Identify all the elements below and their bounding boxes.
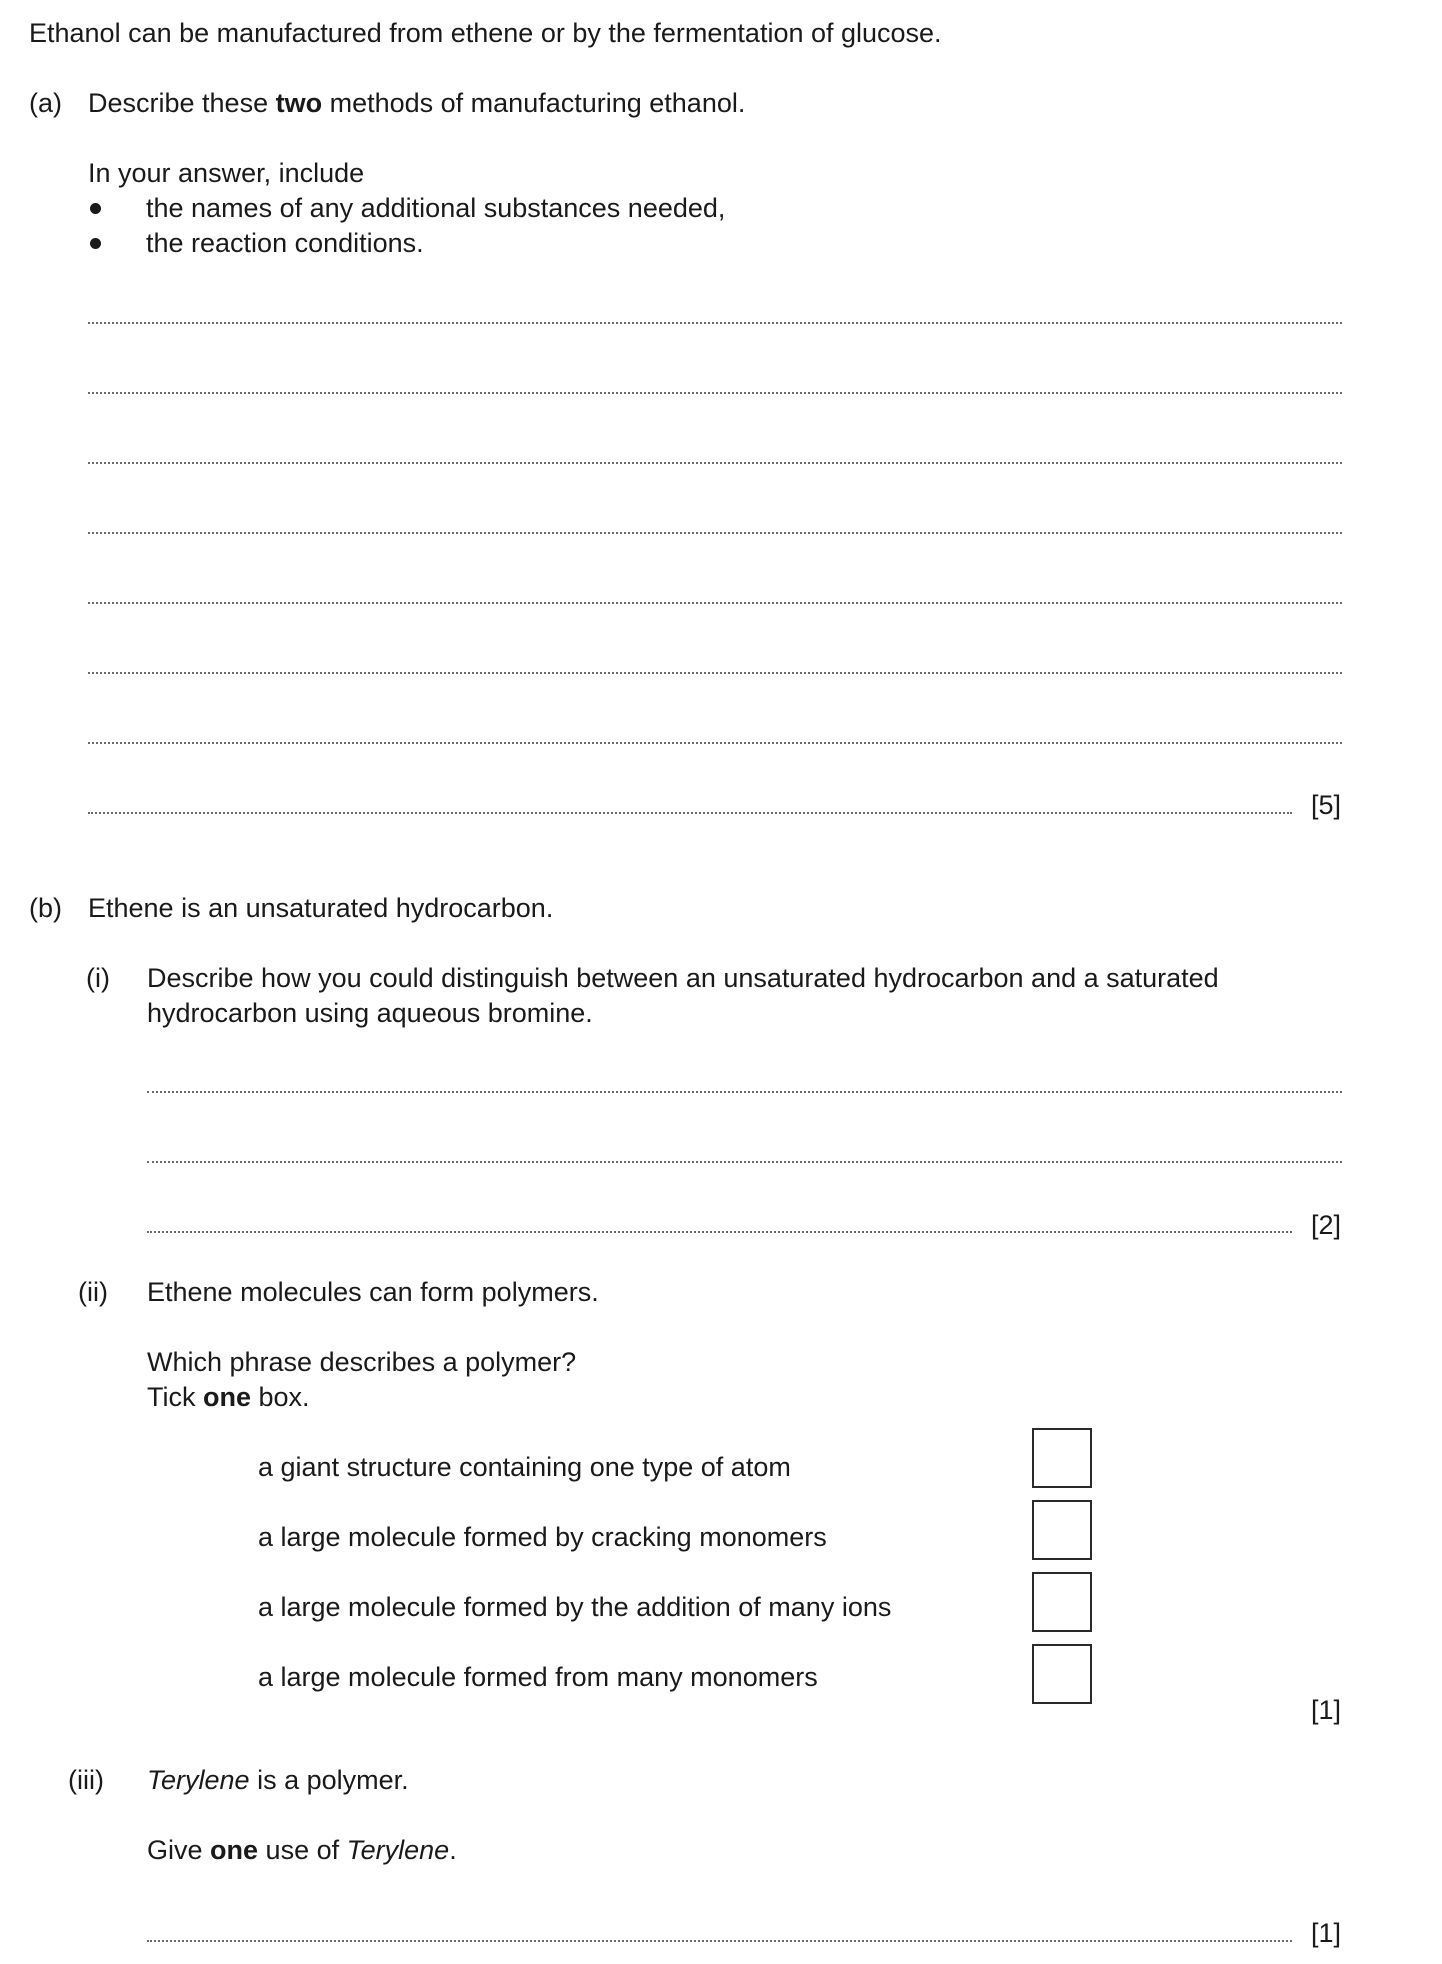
bullet-icon <box>90 238 101 249</box>
answer-line-a-5[interactable] <box>88 602 1342 604</box>
marks-b-iii: [1] <box>1311 1918 1342 1948</box>
part-a-label: (a) <box>29 88 62 118</box>
answer-line-a-3[interactable] <box>88 462 1342 464</box>
part-a-question <box>88 88 745 119</box>
part-b-label: (b) <box>29 893 62 923</box>
terylene-italic-2: Terylene <box>346 1835 450 1865</box>
tick-box-option-3[interactable] <box>1032 1572 1092 1632</box>
part-b-iii-statement <box>147 1765 409 1796</box>
marks-a: [5] <box>1311 790 1342 820</box>
part-b-iii-question <box>147 1835 457 1866</box>
option-many-monomers: a large molecule formed from many monomers <box>258 1662 818 1692</box>
answer-line-b-i-2[interactable] <box>147 1161 1342 1163</box>
part-b-i-question-line1: Describe how you could distinguish between an unsaturated hydrocarbon and a saturated <box>147 963 1219 993</box>
part-a-question-post: methods of manufacturing ethanol. <box>322 88 746 118</box>
part-b-i-question-line2: hydrocarbon using aqueous bromine. <box>147 998 593 1028</box>
answer-line-a-1[interactable] <box>88 322 1342 324</box>
option-giant-structure: a giant structure containing one type of atom <box>258 1452 791 1482</box>
include-intro: In your answer, include <box>88 158 365 188</box>
part-b-iii-question-post: . <box>449 1835 457 1865</box>
option-addition-of-ions: a large molecule formed by the addition of many ions <box>258 1592 892 1622</box>
marks-b-i: [2] <box>1311 1210 1342 1240</box>
answer-line-a-4[interactable] <box>88 532 1342 534</box>
tick-instruction-pre: Tick <box>147 1382 203 1412</box>
tick-instruction-bold: one <box>203 1382 252 1412</box>
terylene-italic: Terylene <box>147 1765 250 1795</box>
answer-line-a-8[interactable] <box>88 812 1292 814</box>
answer-line-a-6[interactable] <box>88 672 1342 674</box>
part-a-question-bold: two <box>275 88 323 118</box>
part-b-ii-question: Which phrase describes a polymer? <box>147 1347 577 1377</box>
answer-line-b-iii[interactable] <box>147 1940 1292 1942</box>
answer-line-a-2[interactable] <box>88 392 1342 394</box>
tick-box-option-4[interactable] <box>1032 1644 1092 1704</box>
part-a-question-pre: Describe these <box>88 88 276 118</box>
part-b-iii-label: (iii) <box>68 1765 104 1795</box>
answer-line-b-i-1[interactable] <box>147 1091 1342 1093</box>
bullet-item-conditions: the reaction conditions. <box>146 228 424 258</box>
tick-instruction-post: box. <box>251 1382 310 1412</box>
part-b-ii-statement: Ethene molecules can form polymers. <box>147 1277 599 1307</box>
bullet-icon <box>90 203 101 214</box>
answer-line-b-i-3[interactable] <box>147 1231 1292 1233</box>
part-b-iii-question-mid: use of <box>258 1835 347 1865</box>
tick-box-option-1[interactable] <box>1032 1428 1092 1488</box>
answer-line-a-7[interactable] <box>88 742 1342 744</box>
marks-b-ii: [1] <box>1311 1695 1342 1725</box>
bullet-item-substances: the names of any additional substances needed, <box>146 193 726 223</box>
part-b-iii-question-pre: Give <box>147 1835 211 1865</box>
tick-box-option-2[interactable] <box>1032 1500 1092 1560</box>
tick-instruction <box>147 1382 310 1413</box>
part-b-statement: Ethene is an unsaturated hydrocarbon. <box>88 893 554 923</box>
option-cracking-monomers: a large molecule formed by cracking monomers <box>258 1522 827 1552</box>
intro-text: Ethanol can be manufactured from ethene or by the fermentation of glucose. <box>29 18 942 48</box>
part-b-ii-label: (ii) <box>78 1277 108 1307</box>
part-b-i-label: (i) <box>86 963 110 993</box>
part-b-iii-statement-post: is a polymer. <box>249 1765 409 1795</box>
part-b-iii-question-bold: one <box>210 1835 259 1865</box>
